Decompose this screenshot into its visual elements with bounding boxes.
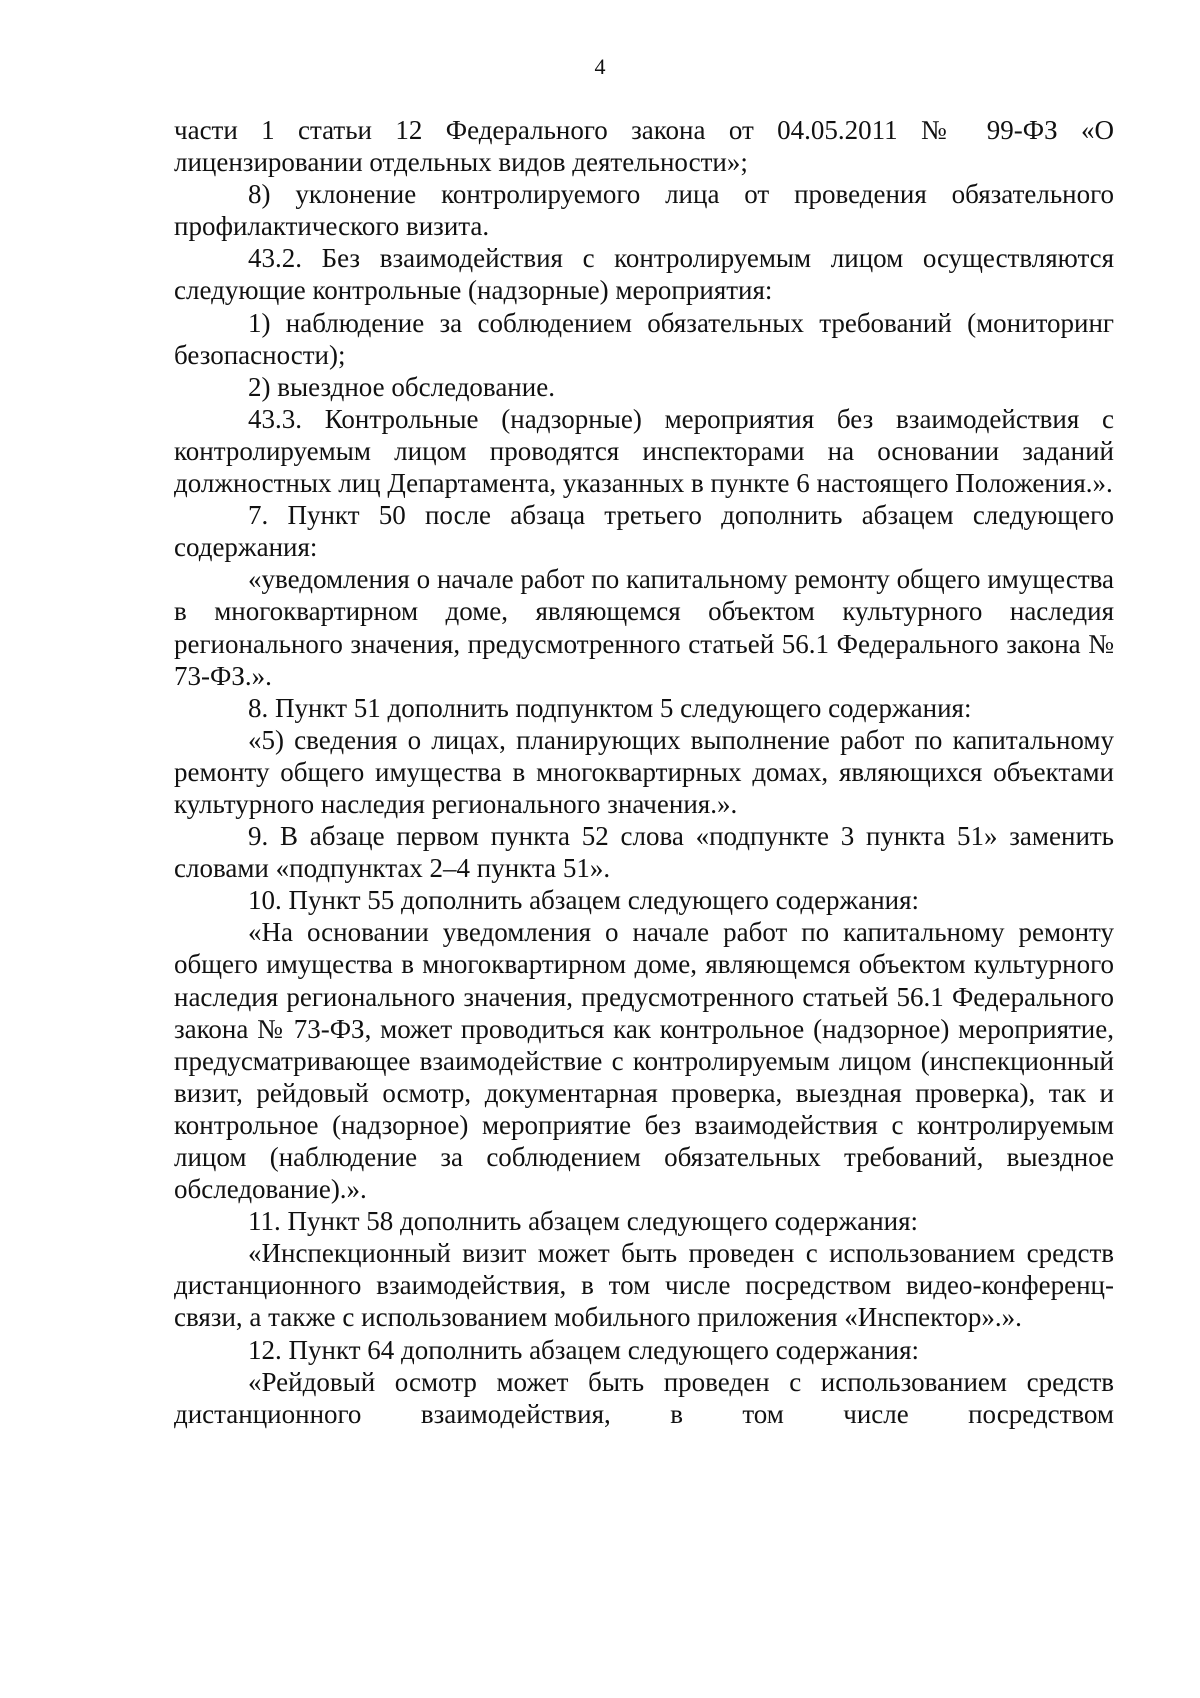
paragraph-43-3: 43.3. Контрольные (надзорные) мероприятия без взаимодействия с контролируемым лицом проводятся инспекторами на основании заданий должностных лиц Департамента, указанных в пункте 6 настоящего Положения.».	[174, 403, 1114, 499]
paragraph-item-2: 2) выездное обследование.	[248, 371, 555, 402]
page-number: 4	[594, 54, 606, 79]
paragraph-item-8: 8) уклонение контролируемого лица от проведения обязательного профилактического визита.	[174, 179, 1114, 242]
paragraph-point-10-quote: «На основании уведомления о начале работ по капитальному ремонту общего имущества в многоквартирном доме, являющемся объектом культурного наследия регионального значения, предусмотренного статьей 56.1 Федерального закона № 73-ФЗ, может проводиться как контрольное (надзорное) мероприятие, предусматривающее взаимодействие с контролируемым лицом (инспекционный визит, рейдовый осмотр, документарная проверка, выездная проверка), так и контрольное (надзорное) мероприятие без взаимодействия с контролируемым лицом (наблюдение за соблюдением обязательных требований, выездное обследование).».	[174, 917, 1114, 1205]
paragraph-43-2: 43.2. Без взаимодействия с контролируемым лицом осуществляются следующие контрольные (надзорные) мероприятия:	[174, 243, 1114, 306]
paragraph-point-8-quote: «5) сведения о лицах, планирующих выполнение работ по капитальному ремонту общего имущества в многоквартирных домах, являющихся объектами культурного наследия регионального значения.».	[174, 724, 1114, 819]
paragraph-point-7: 7. Пункт 50 после абзаца третьего дополнить абзацем следующего содержания:	[174, 500, 1114, 563]
paragraph-point-7-quote: «уведомления о начале работ по капитальному ремонту общего имущества в многоквартирном доме, являющемся объектом культурного наследия регионального значения, предусмотренного статьей 56.1 Федерального закона № 73-ФЗ.».	[174, 564, 1114, 691]
document-body	[174, 114, 1114, 1430]
paragraph-point-10: 10. Пункт 55 дополнить абзацем следующего содержания:	[248, 885, 920, 916]
paragraph-point-11-quote: «Инспекционный визит может быть проведен с использованием средств дистанционного взаимодействия, в том числе посредством видео-конференц-связи, а также с использованием мобильного приложения «Инспектор».».	[174, 1238, 1114, 1333]
paragraph-item-1: 1) наблюдение за соблюдением обязательных требований (мониторинг безопасности);	[174, 307, 1114, 370]
paragraph-point-11: 11. Пункт 58 дополнить абзацем следующего содержания:	[248, 1206, 919, 1237]
paragraph-point-12: 12. Пункт 64 дополнить абзацем следующего содержания:	[248, 1334, 920, 1365]
paragraph-point-8: 8. Пункт 51 дополнить подпунктом 5 следующего содержания:	[248, 692, 972, 723]
paragraph-point-9: 9. В абзаце первом пункта 52 слова «подпункте 3 пункта 51» заменить словами «подпунктах 2–4 пункта 51».	[174, 821, 1114, 884]
paragraph-continuation: части 1 статьи 12 Федерального закона от 04.05.2011 № 99-ФЗ «О лицензировании отдельных видов деятельности»;	[174, 115, 1114, 178]
paragraph-point-12-quote: «Рейдовый осмотр может быть проведен с использованием средств дистанционного взаимодействия, в том числе посредством	[174, 1366, 1114, 1429]
